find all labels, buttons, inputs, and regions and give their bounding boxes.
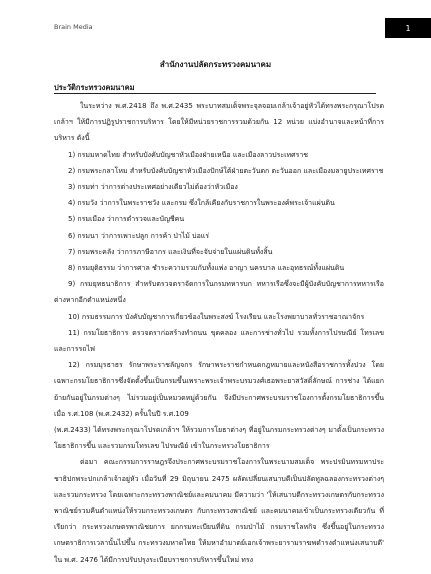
list-item: 5) กรมเมือง ว่าการตำรวจและบัญชีคน xyxy=(68,215,185,224)
header-brand: Brain Media xyxy=(54,23,93,31)
list-item: 6) กรมนา ว่าการเพาะปลูก การค้า ป่าไม้ บ่อแร่ xyxy=(68,231,210,240)
paragraph: ต่อมา คณะกรรมการราษฎรจึงประกาศพระบรมราชโองการในพระนามสมเด็จ พระปรมินทรมหาประ ชาธิปกพระปกเกล้าเจ้าอยู่หัว เมื่อวันที่ 29 มิถุนายน 2475 ผลัดเปลี่ยนเสนาบดีเป็นปลัดทูลฉลองกระทรวงต่างๆ และรวมกระทรวง โดยเฉพาะกระทรวงพาณิชย์และคมนาคม มีความว่า 'ให้เสนาบดีกระทรวงเกษตรกับกระทรวงพาณิชย์รวมคืนตำแหน่งให้รวมกระทรวงเกษตร กับกระทรวงพาณิชย์ และคมนาคมเข้าเป็นกระทรวงเดียวกัน ที่เรียกว่า กระทรวงเกษตรพาณิชยการ ยกกรมทะเบียนที่ดิน กรมป่าไม้ กรมราชโลหกิจ ซึ่งขึ้นอยู่ในกระทรวงเกษตราธิการเวลานั้นไปขึ้น กระทรวงมหาดไทย ให้มหาอำมาตย์เอกเจ้าพระยารามราฆพดำรงตำแหน่งเสนาบดี' ใน พ.ศ. 2476 ได้มีการปรับปรุงระเบียบราชการบริหารขึ้นใหม่ ทรง xyxy=(54,458,384,564)
list-item: 2) กรมพระกลาโหม สำหรับบังคับบัญชาหัวเมืองปักษ์ใต้ฝ่ายตะวันตก ตะวันออก และเมืองมลายูประเทศราช xyxy=(68,166,384,175)
list-item: 12) กรมมุรธาธร รักษาพระราชลัญจกร รักษาพระราชกำหนดกฎหมายและหนังสือราชการทั้งปวง โดยเฉพาะกรมโยธาธิการซึ่งจัดตั้งขึ้นเป็นกรมขึ้นเพราะพระเจ้าพระบรมวงศ์เธอพระยาสวัสดิ์ลักษณ์ การช่าง ได้แยกย้ายกันอยู่ในกรมต่างๆ ไม่รวมอยู่เป็นหมวดหมู่ด้วยกัน จึงมีประกาศพระบรมราชโองการตั้งกรมโยธาธิการขึ้น เมื่อ ร.ศ.108 (พ.ศ.2432) ครั้นในปี ร.ศ.109 xyxy=(54,361,384,418)
paragraph-intro: ในระหว่าง พ.ศ.2418 ถึง พ.ศ.2435 พระบาทสมเด็จพระจุลจอมเกล้าเจ้าอยู่หัวได้ทรงพระกรุณาโปรดเกล้าฯ ให้มีการปฏิรูปราชการบริหาร โดยให้มีหน่วยราชการรวมด้วยกัน 12 หน่วย แบ่งอำนาจและหน้าที่การบริหาร ดังนี้ xyxy=(54,102,384,143)
page-number-badge: 1 xyxy=(385,18,431,38)
list-item: 1) กรมมหาดไทย สำหรับบังคับบัญชาหัวเมืองฝ่ายเหนือ และเมืองลาวประเทศราช xyxy=(68,150,309,159)
list-item: 9) กรมยุทธนาธิการ สำหรับตรวจตราจัดการในกรมทหารบก ทหารเรือซึ่งจะมีผู้บังคับบัญชาการทหารเรือต่างหากอีกตำแหน่งหนึ่ง xyxy=(54,280,384,305)
document-title: สำนักงานปลัดกระทรวงคมนาคม xyxy=(159,60,272,69)
section-underline xyxy=(54,93,376,94)
list-item: 3) กรมท่า ว่าการต่างประเทศอย่างเดียวไม่ต้องว่าหัวเมือง xyxy=(68,183,238,192)
section-heading: ประวัติกระทรวงคมนาคม xyxy=(54,83,135,92)
list-item: 4) กรมวัง ว่าการในพระราชวัง และกรม ซึ่งใกล้เคียงกับราชการในพระองค์พระเจ้าแผ่นดิน xyxy=(68,199,335,208)
list-item: 7) กรมพระคลัง ว่าการภาษีอากร และเงินที่จะจับจ่ายในแผ่นดินทั้งสิ้น xyxy=(68,247,273,256)
list-item: 10) กรมธรรมการ บังคับบัญชาการเกี่ยวข้องในพระสงฆ์ โรงเรียน และโรงพยาบาลทั่วราชอาณาจักร xyxy=(68,312,365,321)
list-item: 11) กรมโยธาธิการ ตรวจตราก่อสร้างทำถนน ขุดคลอง และการช่างทั่วไป รวมทั้งการไปรษณีย์ โทรเลข และการรถไฟ xyxy=(54,328,384,354)
document-body xyxy=(54,98,384,568)
list-item: 8) กรมยุติธรรม ว่าการศาล ชำระความรวมกับทั้งแพ่ง อาญา นครบาล และอุทธรณ์ทั้งแผ่นดิน xyxy=(68,264,345,273)
paragraph: (พ.ศ.2433) ได้ทรงพระกรุณาโปรดเกล้าฯ ให้รวมการโยธาต่างๆ ที่อยู่ในกรมกระทรวงต่างๆ มาตั้งเป็นกระทรวงโยธาธิการขึ้น และรวมกรมโทรเลข ไปรษณีย์ เข้าในกระทรวงโยธาธิการ xyxy=(54,426,384,451)
